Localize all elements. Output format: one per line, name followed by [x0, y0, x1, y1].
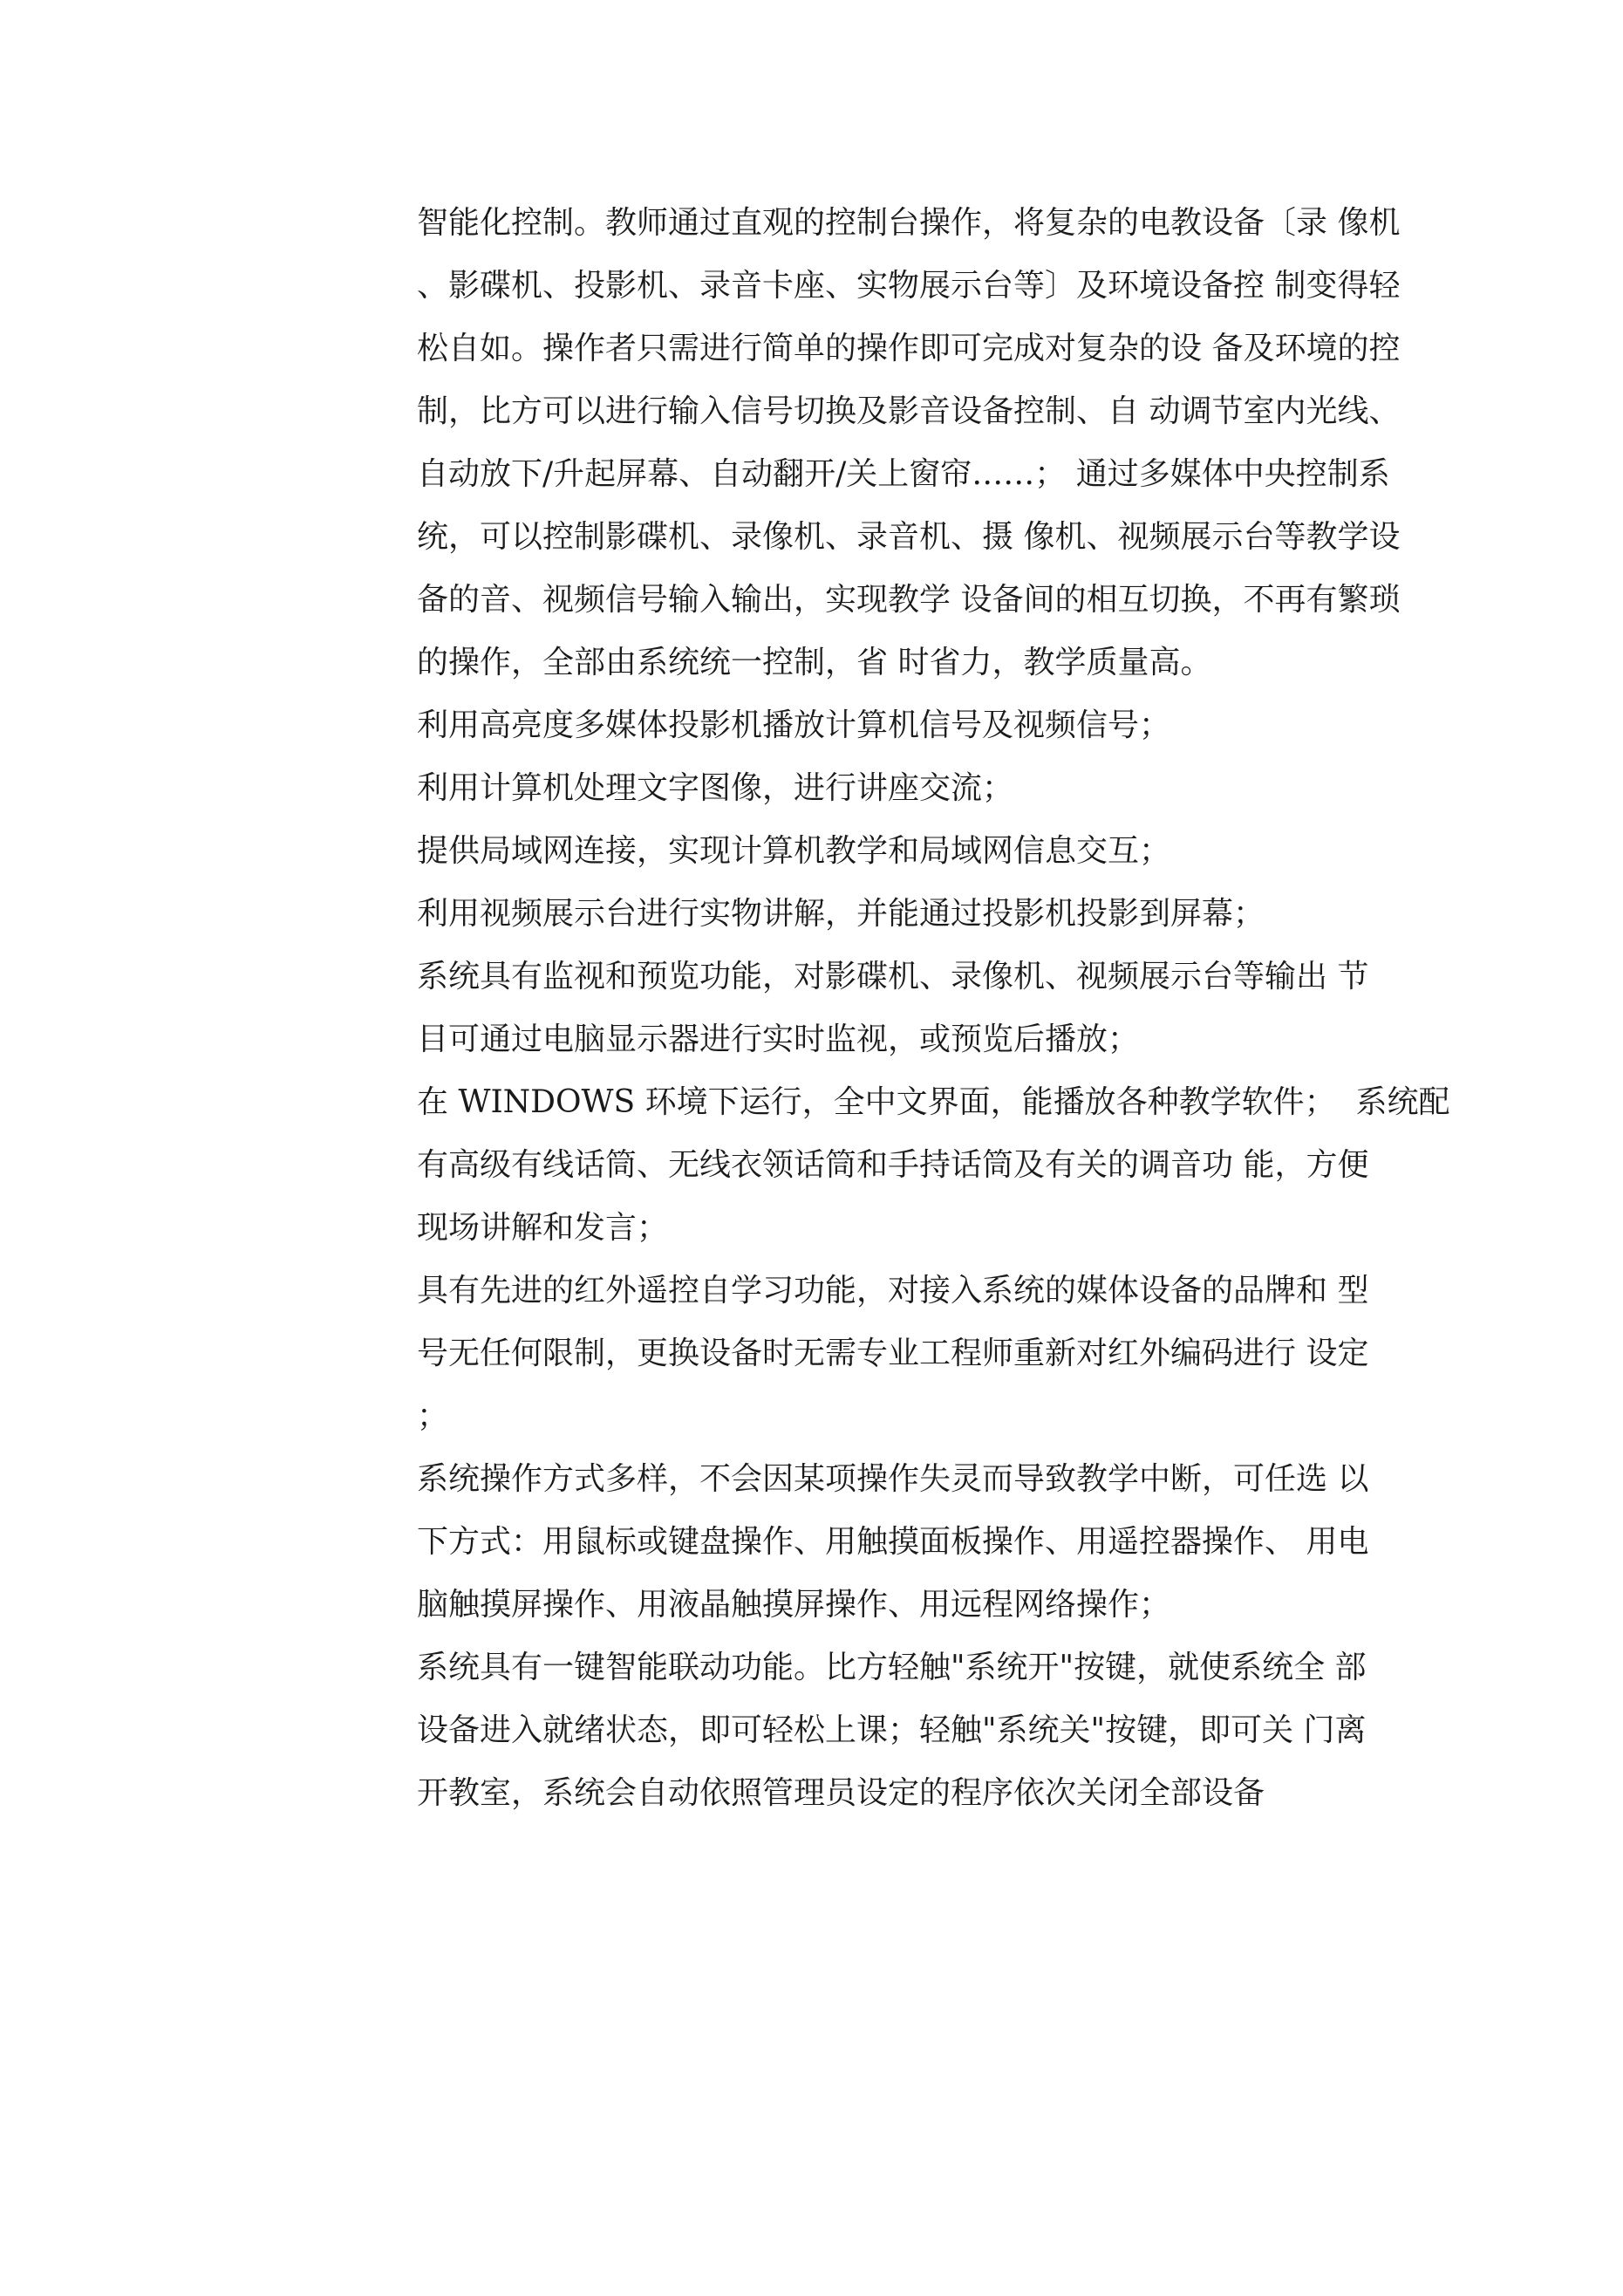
text-line: 系统具有监视和预览功能，对影碟机、录像机、视频展示台等输出 节 [417, 959, 1369, 994]
text-line: 具有先进的红外遥控自学习功能，对接入系统的媒体设备的品牌和 型 [417, 1273, 1369, 1309]
text-line: 利用视频展示台进行实物讲解，并能通过投影机投影到屏幕； [417, 896, 1265, 932]
text-line: 有高级有线话筒、无线衣领话筒和手持话筒及有关的调音功 能，方便 [417, 1147, 1369, 1183]
text-line: 系统具有一键智能联动功能。比方轻触"系统开"按键，就使系统全 部 [417, 1650, 1367, 1685]
text-line: 备的音、视频信号输入输出，实现教学 设备间的相互切换，不再有繁琐 [417, 582, 1401, 618]
text-line: ； [417, 1398, 449, 1434]
text-line: 号无任何限制，更换设备时无需专业工程师重新对红外编码进行 设定 [417, 1336, 1369, 1371]
text-line: 在 WINDOWS 环境下运行，全中文界面，能播放各种教学软件； 系统配 [417, 1084, 1450, 1120]
text-line: 利用高亮度多媒体投影机播放计算机信号及视频信号； [417, 707, 1171, 743]
text-line: 下方式：用鼠标或键盘操作、用触摸面板操作、用遥控器操作、 用电 [417, 1524, 1369, 1560]
text-line: 、影碟机、投影机、录音卡座、实物展示台等〕及环境设备控 制变得轻 [417, 268, 1401, 304]
text-line: 松自如。操作者只需进行简单的操作即可完成对复杂的设 备及环境的控 [417, 331, 1401, 366]
text-line: 系统操作方式多样，不会因某项操作失灵而导致教学中断，可任选 以 [417, 1461, 1369, 1497]
text-line: 的操作，全部由系统统一控制，省 时省力，教学质量高。 [417, 645, 1212, 680]
text-line: 脑触摸屏操作、用液晶触摸屏操作、用远程网络操作； [417, 1587, 1171, 1623]
text-line: 目可通过电脑显示器进行实时监视，或预览后播放； [417, 1022, 1140, 1057]
text-line: 自动放下/升起屏幕、自动翻开/关上窗帘……； 通过多媒体中央控制系 [417, 456, 1390, 492]
text-line: 开教室，系统会自动依照管理员设定的程序依次关闭全部设备 [417, 1775, 1265, 1811]
body-text [417, 192, 1450, 1825]
text-line: 提供局域网连接，实现计算机教学和局域网信息交互； [417, 833, 1171, 869]
text-line: 智能化控制。教师通过直观的控制台操作，将复杂的电教设备〔录 像机 [417, 205, 1401, 241]
text-line: 现场讲解和发言； [417, 1210, 669, 1246]
text-line: 利用计算机处理文字图像，进行讲座交流； [417, 770, 1014, 806]
text-line: 设备进入就绪状态，即可轻松上课；轻触"系统关"按键，即可关 门离 [417, 1712, 1367, 1748]
text-line: 统，可以控制影碟机、录像机、录音机、摄 像机、视频展示台等教学设 [417, 519, 1401, 555]
text-line: 制，比方可以进行输入信号切换及影音设备控制、自 动调节室内光线、 [417, 393, 1401, 429]
